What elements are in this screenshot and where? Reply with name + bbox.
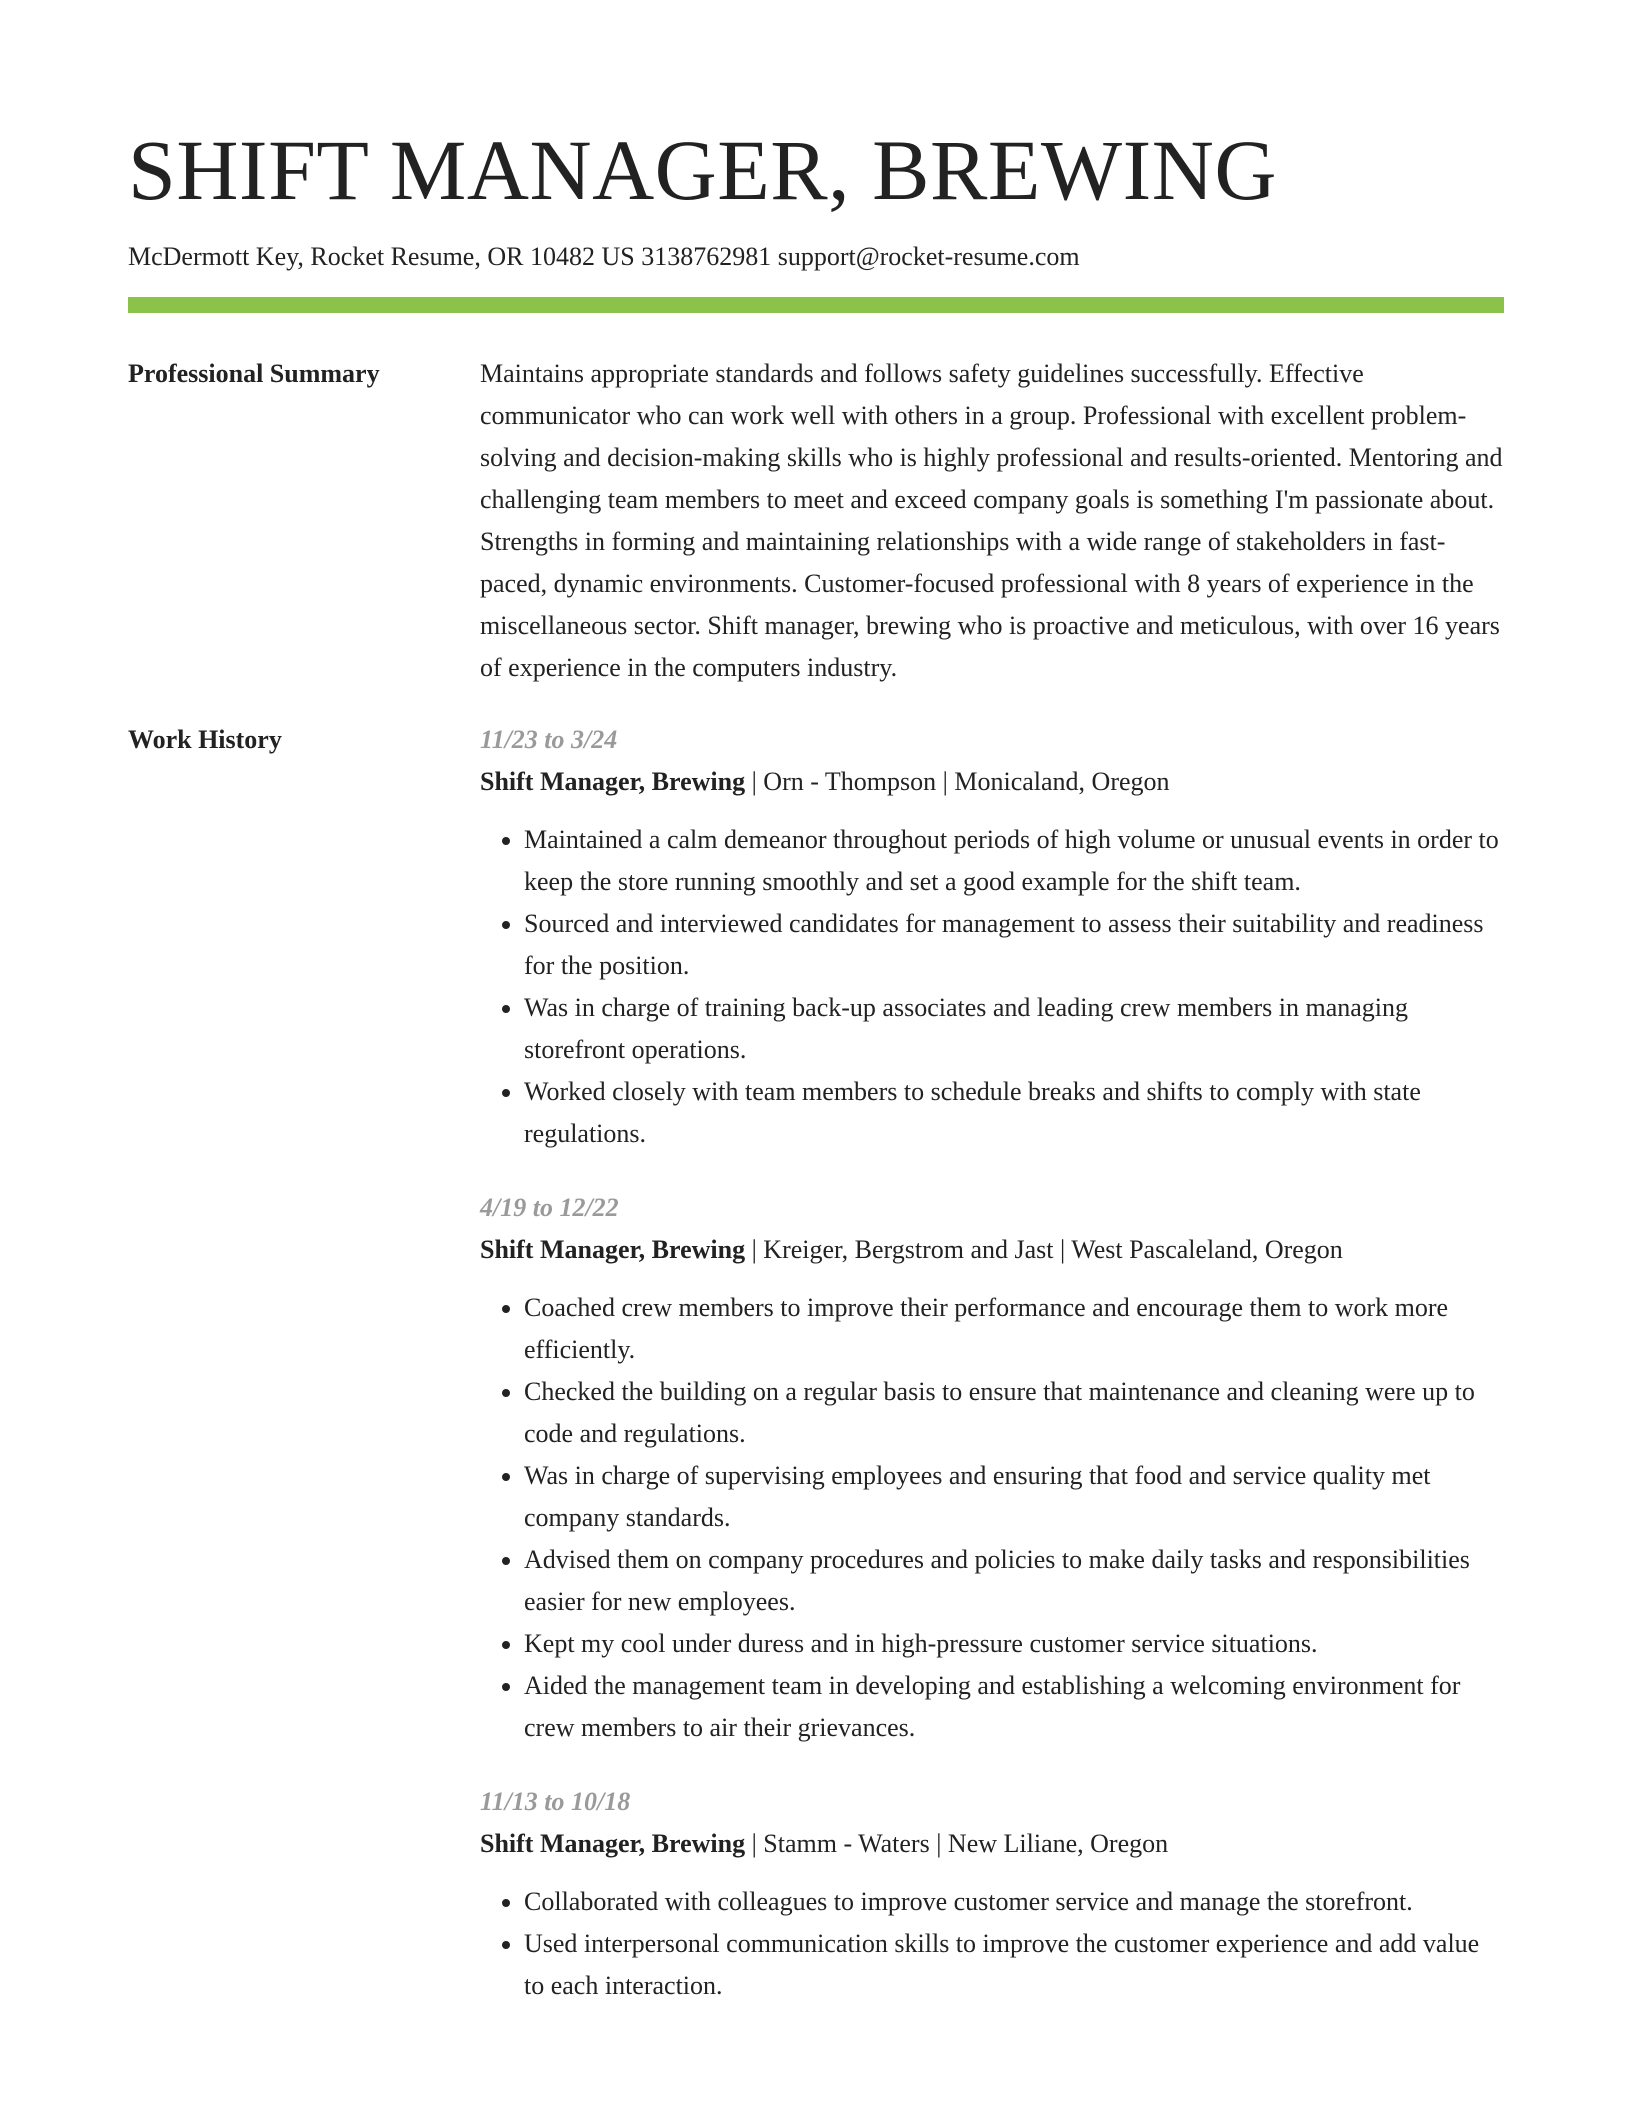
job-title-line xyxy=(480,761,1504,803)
job-title-line xyxy=(480,1823,1504,1865)
separator: | xyxy=(929,1829,948,1858)
job-dates: 11/13 to 10/18 xyxy=(480,1787,631,1816)
section-label-work-history: Work History xyxy=(128,725,282,754)
job-bullet: • Was in charge of supervising employees and ensuring that food and service quality met company standards. xyxy=(524,1455,1504,1539)
job-bullet: • Checked the building on a regular basis to ensure that maintenance and cleaning were up to code and regulations. xyxy=(524,1371,1504,1455)
summary-body xyxy=(480,353,1504,689)
job-bullet: • Collaborated with colleagues to improve customer service and manage the storefront. xyxy=(524,1881,1504,1923)
section-label-summary: Professional Summary xyxy=(128,359,380,388)
job-location: New Liliane, Oregon xyxy=(947,1829,1169,1858)
job-bullet-list xyxy=(480,819,1504,1155)
job-company: Kreiger, Bergstrom and Jast xyxy=(763,1235,1054,1264)
job-bullet: • Worked closely with team members to schedule breaks and shifts to comply with state regulations. xyxy=(524,1071,1504,1155)
job-entry xyxy=(480,719,1504,1155)
job-company: Stamm - Waters xyxy=(763,1829,930,1858)
job-bullet: • Maintained a calm demeanor throughout periods of high volume or unusual events in order to keep the store running smoothly and set a good example for the shift team. xyxy=(524,819,1504,903)
accent-divider xyxy=(128,297,1504,313)
job-bullet: • Coached crew members to improve their performance and encourage them to work more efficiently. xyxy=(524,1287,1504,1371)
separator: | xyxy=(745,1235,764,1264)
job-location: West Pascaleland, Oregon xyxy=(1071,1235,1343,1264)
separator: | xyxy=(1053,1235,1072,1264)
job-title: Shift Manager, Brewing xyxy=(480,767,746,796)
job-bullet: • Was in charge of training back-up associates and leading crew members in managing storefront operations. xyxy=(524,987,1504,1071)
job-bullet-list xyxy=(480,1287,1504,1749)
job-entry xyxy=(480,1781,1504,2007)
separator: | xyxy=(936,767,955,796)
contact-line: McDermott Key, Rocket Resume, OR 10482 US 3138762981 support@rocket-resume.com xyxy=(128,242,1080,271)
professional-summary-section xyxy=(128,353,1504,689)
job-dates: 4/19 to 12/22 xyxy=(480,1193,619,1222)
job-company: Orn - Thompson xyxy=(763,767,937,796)
page-title: SHIFT MANAGER, BREWING xyxy=(128,122,1277,218)
job-bullet: • Kept my cool under duress and in high-pressure customer service situations. xyxy=(524,1623,1504,1665)
job-location: Monicaland, Oregon xyxy=(954,767,1170,796)
summary-text: Maintains appropriate standards and follows safety guidelines successfully. Effective communicator who can work well with others in a group. Professional with excellent problem-solving and decision-making skills who is highly professional and results-oriented. Mentoring and challenging team members to meet and exceed company goals is something I'm passionate about. Strengths in forming and maintaining relationships with a wide range of stakeholders in fast-paced, dynamic environments. Customer-focused professional with 8 years of experience in the miscellaneous sector. Shift manager, brewing who is proactive and meticulous, with over 16 years of experience in the computers industry. xyxy=(480,359,1503,682)
resume-page xyxy=(128,0,1504,2039)
job-bullet-list xyxy=(480,1881,1504,2007)
job-title: Shift Manager, Brewing xyxy=(480,1235,746,1264)
separator: | xyxy=(745,1829,764,1858)
work-history-body xyxy=(480,719,1504,2039)
job-title: Shift Manager, Brewing xyxy=(480,1829,746,1858)
work-history-section xyxy=(128,719,1504,2039)
job-bullet: • Sourced and interviewed candidates for management to assess their suitability and readiness for the position. xyxy=(524,903,1504,987)
separator: | xyxy=(745,767,764,796)
job-bullet: • Advised them on company procedures and policies to make daily tasks and responsibilities easier for new employees. xyxy=(524,1539,1504,1623)
job-entry xyxy=(480,1187,1504,1749)
job-title-line xyxy=(480,1229,1504,1271)
job-bullet: • Used interpersonal communication skills to improve the customer experience and add value to each interaction. xyxy=(524,1923,1504,2007)
job-bullet: • Aided the management team in developing and establishing a welcoming environment for crew members to air their grievances. xyxy=(524,1665,1504,1749)
job-dates: 11/23 to 3/24 xyxy=(480,725,618,754)
